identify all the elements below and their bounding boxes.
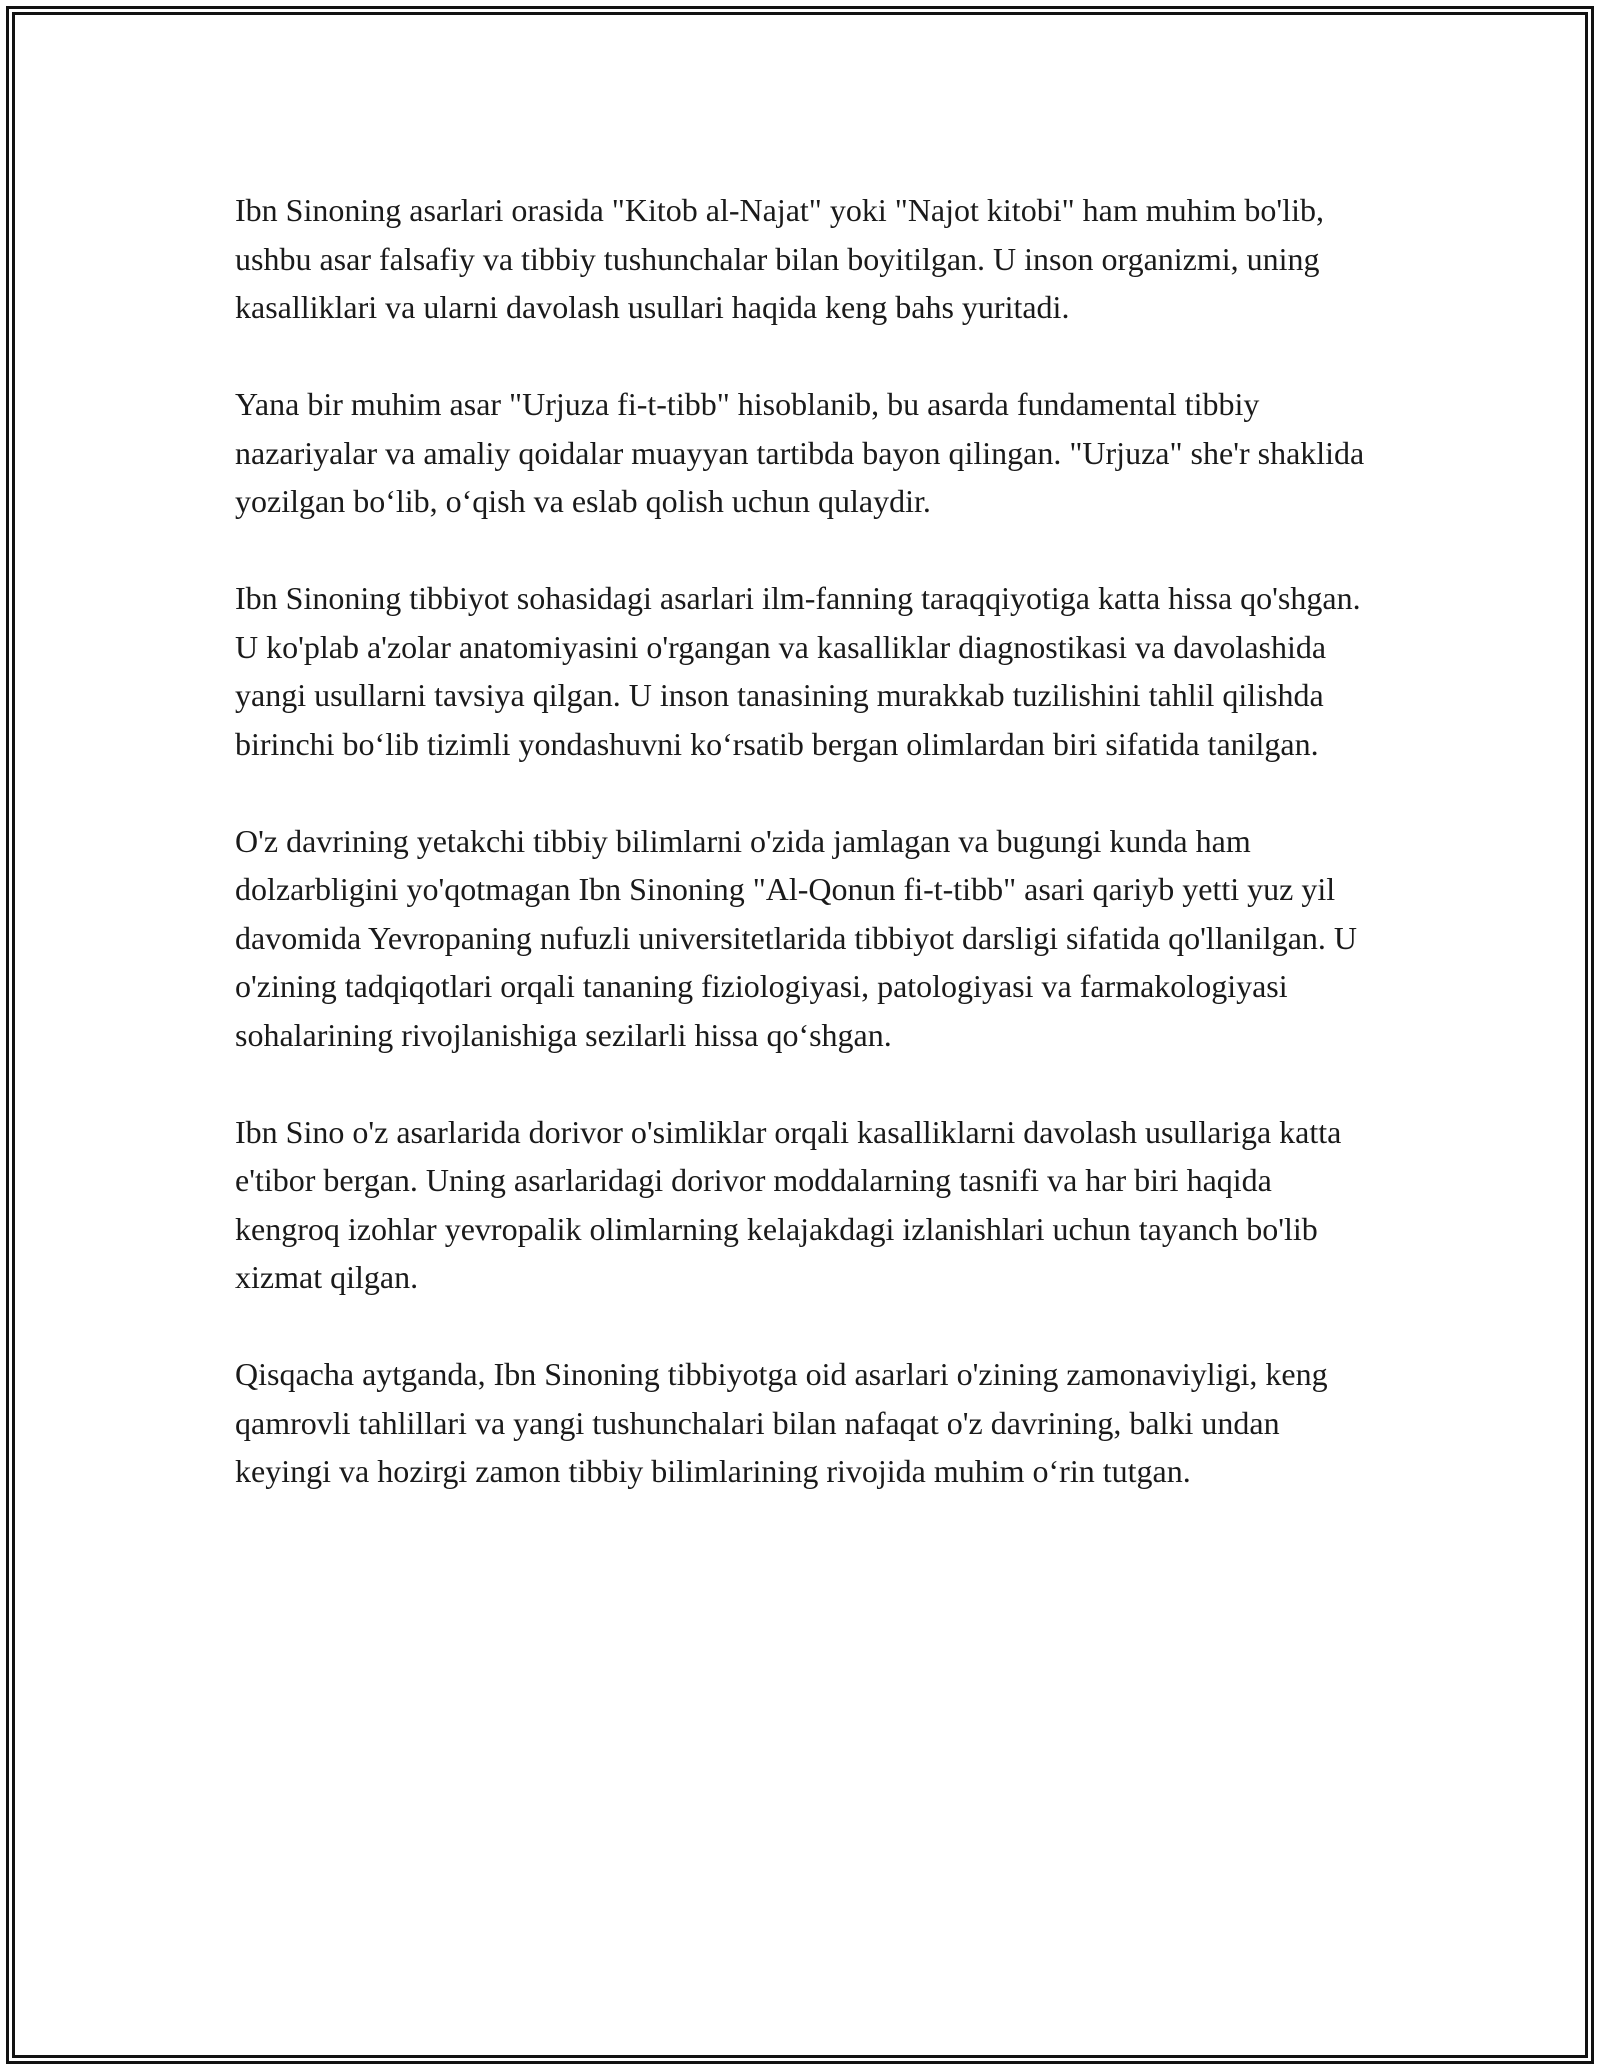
paragraph-urjuza: Yana bir muhim asar "Urjuza fi-t-tibb" hisoblanib, bu asarda fundamental tibbiy nazariyalar va amaliy qoidalar muayyan tartibda bayon qilingan. "Urjuza" she'r shaklida yozilgan bo‘lib, o‘qish va eslab qolish uchun qulaydir.: [235, 386, 1365, 519]
paragraph-medicinal-plants: Ibn Sino o'z asarlarida dorivor o'simliklar orqali kasalliklarni davolash usullariga katta e'tibor bergan. Uning asarlaridagi dorivor moddalarning tasnifi va har biri haqida kengroq izohlar yevropalik olimlarning kelajakdagi izlanishlari uchun tayanch bo'lib xizmat qilgan.: [235, 1113, 1342, 1295]
paragraph-al-qonun: O'z davrining yetakchi tibbiy bilimlarni o'zida jamlagan va bugungi kunda ham dolzarbligini yo'qotmagan Ibn Sinoning "Al-Qonun fi-t-tibb" asari qariyb yetti yuz yil davomida Yevropaning nufuzli universitetlarida tibbiyot darsligi sifatida qo'llanilgan. U o'zining tadqiqotlari orqali tananing fiziologiyasi, patologiyasi va farmakologiyasi sohalarining rivojlanishiga sezilarli hissa qo‘shgan.: [235, 822, 1357, 1053]
paragraph-kitob-al-najat: Ibn Sinoning asarlari orasida "Kitob al-Najat" yoki "Najot kitobi" ham muhim bo'lib, ushbu asar falsafiy va tibbiy tushunchalar bilan boyitilgan. U inson organizmi, uning kasalliklari va ularni davolash usullari haqida keng bahs yuritadi.: [235, 192, 1324, 325]
paragraph-medical-contributions: Ibn Sinoning tibbiyot sohasidagi asarlari ilm-fanning taraqqiyotiga katta hissa qo'shgan. U ko'plab a'zolar anatomiyasini o'rgangan va kasalliklar diagnostikasi va davolashida yangi usullarni tavsiya qilgan. U inson tanasining murakkab tuzilishini tahlil qilishda birinchi bo‘lib tizimli yondashuvni ko‘rsatib bergan olimlardan biri sifatida tanilgan.: [235, 580, 1361, 762]
paragraph-conclusion: Qisqacha aytganda, Ibn Sinoning tibbiyotga oid asarlari o'zining zamonaviyligi, keng qamrovli tahlillari va yangi tushunchalari bilan nafaqat o'z davrining, balki undan keyingi va hozirgi zamon tibbiy bilimlarining rivojida muhim o‘rin tutgan.: [235, 1356, 1328, 1489]
document-body: [235, 186, 1375, 1544]
